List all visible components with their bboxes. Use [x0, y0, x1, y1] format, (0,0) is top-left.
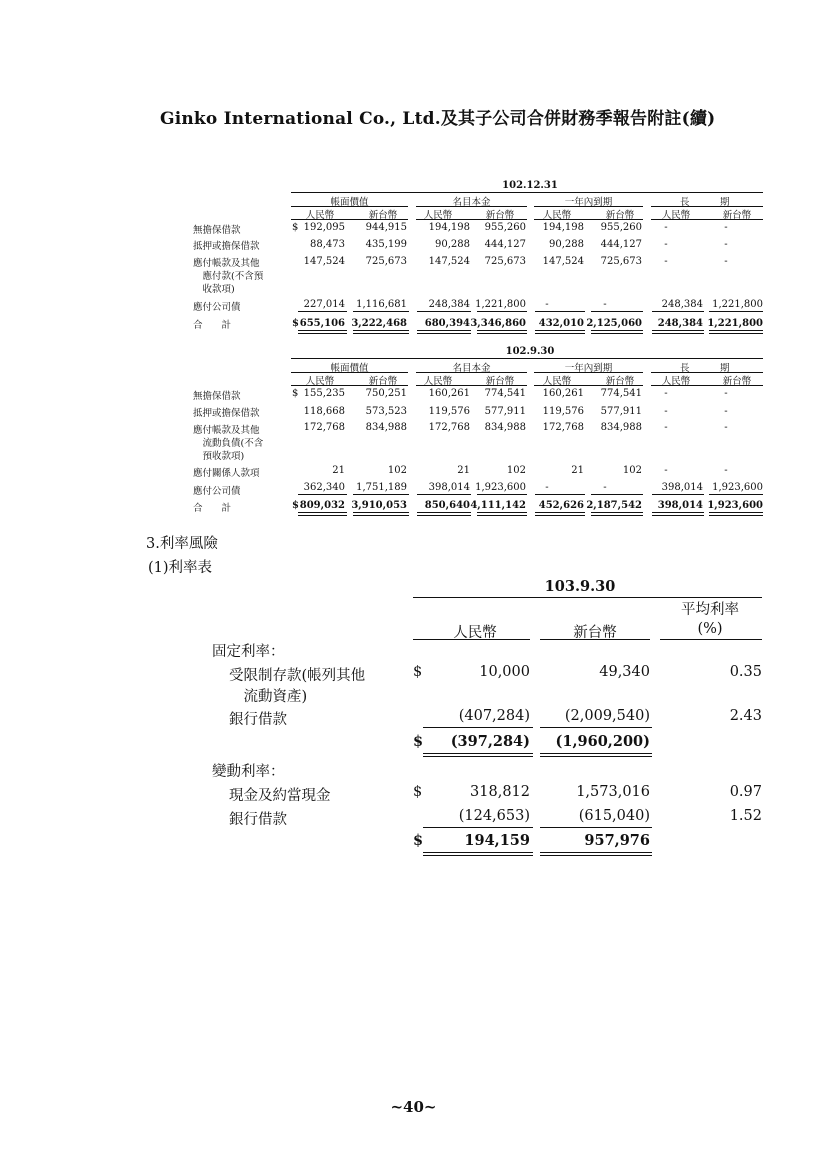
- total-double-rule-rmb: [423, 852, 533, 856]
- table-cell: 850,640: [424, 500, 470, 511]
- subheader-rule: [534, 385, 643, 386]
- table-cell: 3,346,860: [470, 318, 526, 329]
- total-double-rule: [535, 330, 585, 334]
- table-cell: 750,251: [365, 388, 407, 399]
- rmb-value: (124,653): [458, 808, 530, 824]
- subtotal-rule: [417, 311, 471, 312]
- total-double-rule: [353, 330, 409, 334]
- currency-symbol: $: [292, 222, 299, 233]
- table-cell: 155,235: [303, 388, 345, 399]
- table-cell: 118,668: [303, 406, 345, 417]
- ntd-value: 49,340: [599, 664, 650, 680]
- table-cell: 435,199: [365, 239, 407, 250]
- row-label: 無擔保借款: [193, 391, 241, 402]
- row-label: 應付公司債: [193, 486, 241, 497]
- column-group-carrying: 帳面價值: [330, 363, 369, 374]
- subtotal-rule-rmb: [423, 827, 533, 828]
- rate-value: 1.52: [729, 808, 762, 824]
- column-header-rmb: 人民幣: [661, 376, 691, 387]
- table-cell: 452,626: [538, 500, 584, 511]
- subtotal-rule: [298, 494, 347, 495]
- table-cell: 192,095: [303, 222, 345, 233]
- table-date: 102.9.30: [505, 346, 555, 357]
- table-cell: 2,125,060: [586, 318, 642, 329]
- table-cell: 1,116,681: [356, 299, 407, 310]
- table-cell: -: [664, 239, 668, 250]
- rmb-value: 10,000: [479, 664, 530, 680]
- table-cell: 398,014: [428, 482, 470, 493]
- subtotal-rule: [417, 494, 471, 495]
- row-label: 應付公司債: [193, 302, 241, 313]
- rate-value: 0.35: [729, 664, 762, 680]
- subheader-rule: [534, 219, 643, 220]
- rate-value: 0.97: [729, 784, 762, 800]
- column-group-within_one_year: 一年內到期: [564, 363, 613, 374]
- table-cell: 725,673: [365, 256, 407, 267]
- table-cell: 955,260: [600, 222, 642, 233]
- table-cell: -: [664, 422, 668, 433]
- total-double-rule: [652, 330, 704, 334]
- column-header-rmb: 人民幣: [542, 210, 572, 221]
- subtotal-rule: [477, 311, 527, 312]
- table-cell: 1,221,800: [475, 299, 526, 310]
- total-double-rule-ntd: [540, 852, 652, 856]
- row-label: 無擔保借款: [193, 225, 241, 236]
- total-double-rule: [477, 330, 527, 334]
- table-cell: -: [724, 222, 728, 233]
- table-cell: 172,768: [542, 422, 584, 433]
- subtotal-rule: [353, 311, 409, 312]
- subtotal-rule: [652, 311, 704, 312]
- ntd-value: (615,040): [578, 808, 650, 824]
- column-header-rmb: 人民幣: [305, 376, 335, 387]
- currency-symbol: $: [292, 318, 299, 329]
- table-cell: 21: [332, 465, 345, 476]
- rate-row-label: 現金及約當現金: [229, 788, 331, 804]
- rmb-total: 194,159: [464, 832, 530, 849]
- column-header-ntd: 新台幣: [722, 210, 752, 221]
- subtotal-rule: [591, 494, 643, 495]
- column-header-ntd: 新台幣: [485, 210, 515, 221]
- total-double-rule-ntd: [540, 753, 652, 757]
- table-cell: 147,524: [542, 256, 584, 267]
- table-cell: -: [664, 406, 668, 417]
- table-cell: 194,198: [428, 222, 470, 233]
- total-double-rule: [709, 512, 763, 516]
- table-cell: 577,911: [600, 406, 642, 417]
- table-cell: 119,576: [428, 406, 470, 417]
- table-cell: 834,988: [600, 422, 642, 433]
- total-double-rule: [591, 330, 643, 334]
- currency-symbol: $: [292, 388, 299, 399]
- fixed-rate-label: 固定利率：: [212, 644, 285, 660]
- column-header-ntd: 新台幣: [368, 210, 398, 221]
- table-cell: -: [664, 465, 668, 476]
- total-double-rule: [535, 512, 585, 516]
- currency-symbol: $: [413, 664, 423, 680]
- table-cell: 1,221,800: [712, 299, 763, 310]
- column-header-ntd: 新台幣: [368, 376, 398, 387]
- subtotal-rule: [535, 311, 585, 312]
- rmb-value: 318,812: [470, 784, 530, 800]
- table-cell: 725,673: [600, 256, 642, 267]
- subtotal-rule: [709, 311, 763, 312]
- table-date: 102.12.31: [502, 180, 558, 191]
- total-double-rule: [298, 330, 347, 334]
- column-group-long-term-1: 長: [680, 197, 690, 208]
- table-cell: 398,014: [661, 482, 703, 493]
- table-cell: 21: [571, 465, 584, 476]
- table-cell: -: [724, 422, 728, 433]
- column-header-ntd: 新台幣: [605, 210, 635, 221]
- table-cell: -: [664, 256, 668, 267]
- rate-row-label: 銀行借款: [229, 712, 287, 728]
- column-group-nominal: 名目本金: [452, 197, 491, 208]
- total-double-rule: [477, 512, 527, 516]
- column-header-average-rate: 平均利率: [681, 602, 739, 618]
- table-cell: -: [664, 388, 668, 399]
- row-label: 合 計: [193, 503, 232, 514]
- table-cell: 725,673: [484, 256, 526, 267]
- table-cell: 3,910,053: [351, 500, 407, 511]
- column-header-ntd: 新台幣: [722, 376, 752, 387]
- table-cell: 362,340: [303, 482, 345, 493]
- column-header-ntd: 新台幣: [605, 376, 635, 387]
- table-cell: 1,923,600: [475, 482, 526, 493]
- table-cell: 160,261: [428, 388, 470, 399]
- column-header-rmb: 人民幣: [423, 376, 453, 387]
- rmb-total: (397,284): [450, 733, 530, 750]
- table-cell: 774,541: [600, 388, 642, 399]
- currency-symbol: $: [292, 500, 299, 511]
- table-cell: 248,384: [428, 299, 470, 310]
- table-cell: 227,014: [303, 299, 345, 310]
- table-cell: -: [724, 406, 728, 417]
- ntd-total: (1,960,200): [555, 733, 650, 750]
- subtotal-rule: [535, 494, 585, 495]
- header-underline-rmb: [413, 639, 530, 640]
- row-label: 應付關係人款項: [193, 468, 260, 479]
- row-label: 抵押或擔保借款: [193, 408, 260, 419]
- subheader-rule: [651, 219, 763, 220]
- table-cell: 1,923,600: [707, 500, 763, 511]
- subtotal-rule-ntd: [540, 727, 652, 728]
- column-header-rmb: 人民幣: [661, 210, 691, 221]
- table-cell: 248,384: [657, 318, 703, 329]
- subtotal-rule: [652, 494, 704, 495]
- table-cell: 102: [506, 465, 526, 476]
- table-cell: 88,473: [310, 239, 345, 250]
- table-cell: -: [664, 222, 668, 233]
- table-cell: 102: [622, 465, 642, 476]
- table-cell: -: [545, 482, 549, 493]
- subheader-rule: [291, 219, 408, 220]
- total-double-rule: [709, 330, 763, 334]
- table-cell: -: [603, 482, 607, 493]
- subheader-rule: [651, 385, 763, 386]
- table-cell: 21: [457, 465, 470, 476]
- table-cell: 834,988: [484, 422, 526, 433]
- subtotal-rule: [709, 494, 763, 495]
- rmb-value: (407,284): [458, 708, 530, 724]
- ntd-value: 1,573,016: [576, 784, 650, 800]
- table-cell: 119,576: [542, 406, 584, 417]
- table-cell: 2,187,542: [586, 500, 642, 511]
- variable-rate-label: 變動利率：: [212, 764, 285, 780]
- table-cell: 1,221,800: [707, 318, 763, 329]
- rate-row-label: 銀行借款: [229, 812, 287, 828]
- total-double-rule: [652, 512, 704, 516]
- column-group-nominal: 名目本金: [452, 363, 491, 374]
- subtotal-rule: [298, 311, 347, 312]
- header-underline-rate: [660, 639, 762, 640]
- table-cell: 194,198: [542, 222, 584, 233]
- column-group-long-term-2: 期: [720, 363, 730, 374]
- table-cell: -: [724, 256, 728, 267]
- column-group-carrying: 帳面價值: [330, 197, 369, 208]
- table-cell: 432,010: [538, 318, 584, 329]
- table-cell: 809,032: [299, 500, 345, 511]
- table-cell: 655,106: [299, 318, 345, 329]
- page-title: Ginko International Co., Ltd.及其子公司合併財務季報告附註(續): [160, 109, 716, 129]
- table-cell: 4,111,142: [470, 500, 526, 511]
- table-cell: 774,541: [484, 388, 526, 399]
- header-rule: [291, 192, 763, 193]
- row-label: 應付帳款及其他: [193, 258, 260, 269]
- rate-row-label: 受限制存款(帳列其他: [229, 668, 366, 684]
- rate-row-label: 流動資產): [229, 689, 308, 705]
- table-cell: 444,127: [600, 239, 642, 250]
- subtotal-rule: [477, 494, 527, 495]
- column-header-rate-unit: (%): [697, 621, 723, 637]
- total-double-rule-rmb: [423, 753, 533, 757]
- column-group-long-term-1: 長: [680, 363, 690, 374]
- column-header-rmb: 人民幣: [542, 376, 572, 387]
- table-cell: 573,523: [365, 406, 407, 417]
- subsection-heading-rate-table: (1)利率表: [148, 560, 213, 576]
- table-cell: 444,127: [484, 239, 526, 250]
- table-cell: 248,384: [661, 299, 703, 310]
- total-double-rule: [591, 512, 643, 516]
- table-cell: 398,014: [657, 500, 703, 511]
- table-cell: 944,915: [365, 222, 407, 233]
- subtotal-rule-rmb: [423, 727, 533, 728]
- table-cell: 172,768: [303, 422, 345, 433]
- rate-table-date: 103.9.30: [544, 578, 616, 595]
- table-cell: 577,911: [484, 406, 526, 417]
- table-cell: 90,288: [549, 239, 584, 250]
- row-label: 應付帳款及其他: [193, 425, 260, 436]
- column-header-ntd: 新台幣: [573, 625, 617, 641]
- table-cell: 160,261: [542, 388, 584, 399]
- table-cell: 1,751,189: [356, 482, 407, 493]
- section-heading-interest-rate-risk: 3.利率風險: [146, 536, 218, 552]
- table-cell: -: [603, 299, 607, 310]
- column-header-ntd: 新台幣: [485, 376, 515, 387]
- ntd-total: 957,976: [584, 832, 650, 849]
- subheader-rule: [416, 385, 527, 386]
- column-group-long-term-2: 期: [720, 197, 730, 208]
- total-double-rule: [353, 512, 409, 516]
- subtotal-rule-ntd: [540, 827, 652, 828]
- row-label: 應付款(不含預: [193, 271, 264, 282]
- subheader-rule: [416, 219, 527, 220]
- table-cell: -: [724, 465, 728, 476]
- subtotal-rule: [353, 494, 409, 495]
- table-cell: -: [545, 299, 549, 310]
- table-cell: 680,394: [424, 318, 470, 329]
- row-label: 收款項): [193, 284, 235, 295]
- table-cell: -: [724, 388, 728, 399]
- currency-symbol: $: [413, 832, 424, 849]
- column-group-within_one_year: 一年內到期: [564, 197, 613, 208]
- table-cell: -: [724, 239, 728, 250]
- rate-value: 2.43: [729, 708, 762, 724]
- currency-symbol: $: [413, 784, 423, 800]
- row-label: 預收款項): [193, 451, 245, 462]
- page-number: ~40~: [390, 1098, 437, 1116]
- currency-symbol: $: [413, 733, 424, 750]
- total-double-rule: [417, 512, 471, 516]
- ntd-value: (2,009,540): [564, 708, 650, 724]
- column-header-rmb: 人民幣: [305, 210, 335, 221]
- table-cell: 955,260: [484, 222, 526, 233]
- row-label: 抵押或擔保借款: [193, 241, 260, 252]
- table-cell: 172,768: [428, 422, 470, 433]
- table-cell: 147,524: [303, 256, 345, 267]
- table-cell: 90,288: [435, 239, 470, 250]
- row-label: 流動負債(不含: [193, 438, 264, 449]
- subtotal-rule: [591, 311, 643, 312]
- table-cell: 147,524: [428, 256, 470, 267]
- row-label: 合 計: [193, 320, 232, 331]
- column-header-rmb: 人民幣: [423, 210, 453, 221]
- column-header-rmb: 人民幣: [453, 625, 497, 641]
- table-cell: 102: [387, 465, 407, 476]
- table-cell: 1,923,600: [712, 482, 763, 493]
- header-underline-ntd: [540, 639, 650, 640]
- total-double-rule: [298, 512, 347, 516]
- header-rule: [291, 358, 763, 359]
- total-double-rule: [417, 330, 471, 334]
- table-cell: 834,988: [365, 422, 407, 433]
- table-cell: 3,222,468: [351, 318, 407, 329]
- subheader-rule: [291, 385, 408, 386]
